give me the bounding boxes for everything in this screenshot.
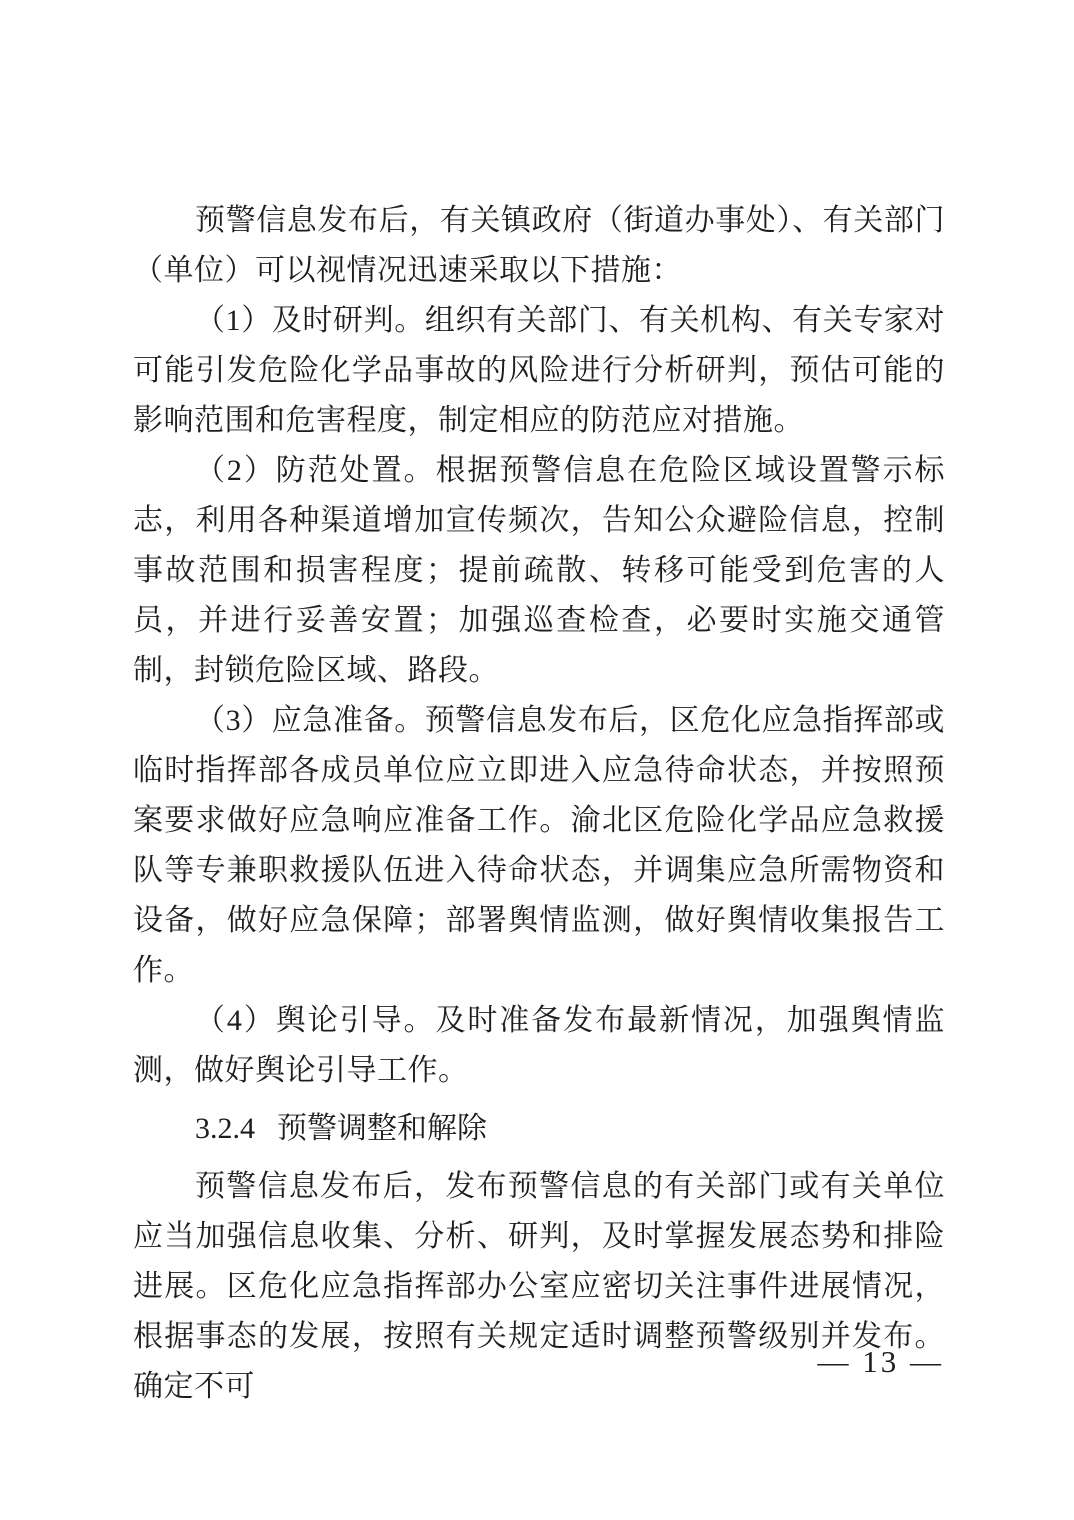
page-number: — 13 —	[817, 1344, 944, 1379]
section-title: 预警调整和解除	[277, 1112, 487, 1145]
section-number: 3.2.4	[195, 1112, 255, 1145]
paragraph-item-3: （3）应急准备。预警信息发布后，区危化应急指挥部或临时指挥部各成员单位应立即进入应急待命状态，并按照预案要求做好应急响应准备工作。渝北区危险化学品应急救援队等专兼职救援队伍进入待命状态，并调集应急所需物资和设备，做好应急保障；部署舆情监测，做好舆情收集报告工作。	[133, 704, 945, 987]
paragraph-item-1: （1）及时研判。组织有关部门、有关机构、有关专家对可能引发危险化学品事故的风险进行分析研判，预估可能的影响范围和危害程度，制定相应的防范应对措施。	[133, 304, 945, 437]
paragraph-closing: 预警信息发布后，发布预警信息的有关部门或有关单位应当加强信息收集、分析、研判，及时掌握发展态势和排险进展。区危化应急指挥部办公室应密切关注事件进展情况，根据事态的发展，按照有关规定适时调整预警级别并发布。确定不可	[133, 1170, 945, 1403]
document-body	[133, 196, 945, 1412]
paragraph-item-4: （4）舆论引导。及时准备发布最新情况，加强舆情监测，做好舆论引导工作。	[133, 1004, 945, 1087]
paragraph-intro: 预警信息发布后，有关镇政府（街道办事处）、有关部门（单位）可以视情况迅速采取以下措施：	[133, 204, 945, 287]
paragraph-item-2: （2）防范处置。根据预警信息在危险区域设置警示标志，利用各种渠道增加宣传频次，告知公众避险信息，控制事故范围和损害程度；提前疏散、转移可能受到危害的人员，并进行妥善安置；加强巡查检查，必要时实施交通管制，封锁危险区域、路段。	[133, 454, 945, 687]
section-heading	[133, 1104, 945, 1154]
